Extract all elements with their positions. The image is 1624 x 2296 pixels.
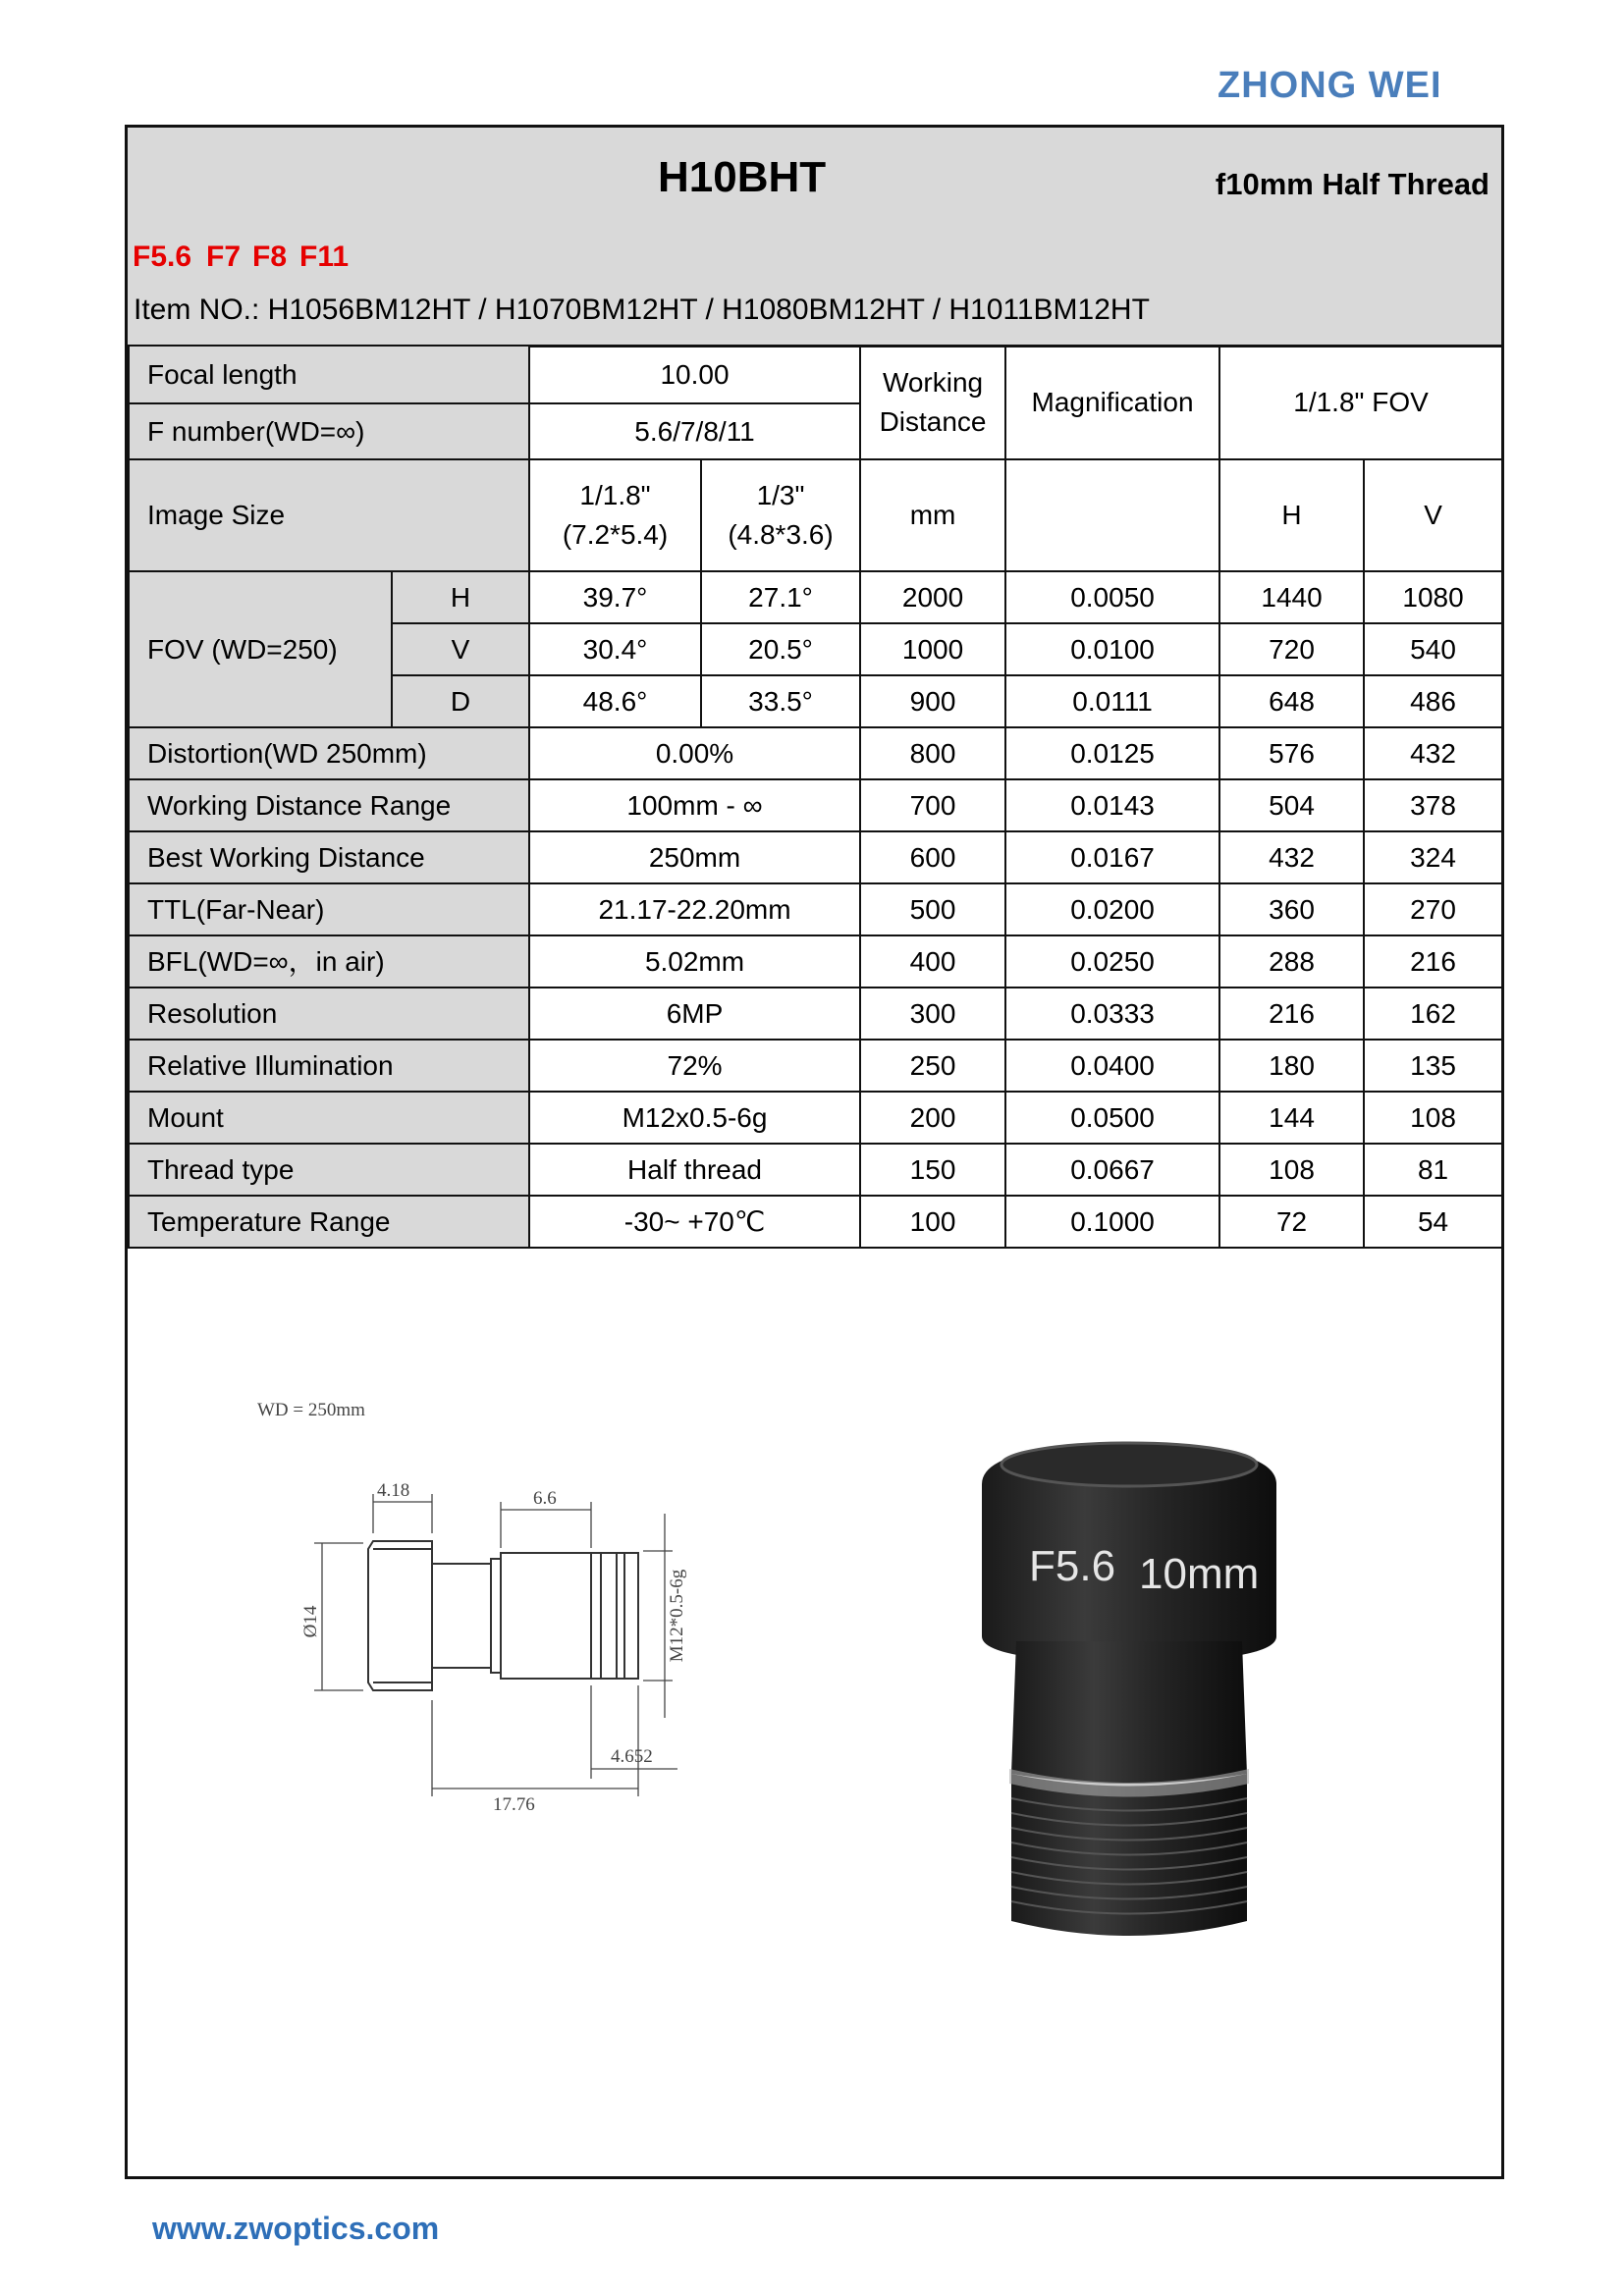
magnification-unit bbox=[1005, 459, 1219, 571]
fov-v-v2: 20.5° bbox=[701, 623, 860, 675]
mag-cell: 0.0500 bbox=[1005, 1092, 1219, 1144]
wd-cell: 200 bbox=[860, 1092, 1005, 1144]
mag-cell: 0.1000 bbox=[1005, 1196, 1219, 1248]
lens-dimension-drawing bbox=[226, 1386, 835, 1896]
mag-cell: 0.0333 bbox=[1005, 988, 1219, 1040]
fov-h-v2: 27.1° bbox=[701, 571, 860, 623]
fov-h-cell: 720 bbox=[1219, 623, 1364, 675]
spec-label: Distortion(WD 250mm) bbox=[129, 727, 529, 779]
wd-note: WD = 250mm bbox=[257, 1400, 365, 1420]
f-number-value: 5.6/7/8/11 bbox=[529, 403, 860, 459]
fov-h-cell: 360 bbox=[1219, 883, 1364, 935]
spec-value: 100mm - ∞ bbox=[529, 779, 860, 831]
fov-h-cell: 108 bbox=[1219, 1144, 1364, 1196]
fov-v-cell: 432 bbox=[1364, 727, 1502, 779]
f-number-1: F5.6 bbox=[133, 240, 192, 273]
dim-4-652: 4.652 bbox=[611, 1746, 653, 1767]
f-number-3: F8 bbox=[252, 240, 288, 273]
image-area bbox=[128, 1249, 1501, 2176]
wd-cell: 2000 bbox=[860, 571, 1005, 623]
model-subtitle: f10mm Half Thread bbox=[1215, 167, 1489, 201]
spec-value: 0.00% bbox=[529, 727, 860, 779]
brand-name: ZHONG WEI bbox=[1218, 65, 1442, 106]
fov-h-cell: 72 bbox=[1219, 1196, 1364, 1248]
magnification-header: Magnification bbox=[1005, 346, 1219, 459]
wd-cell: 150 bbox=[860, 1144, 1005, 1196]
fov-v-cell: 486 bbox=[1364, 675, 1502, 727]
spec-table bbox=[128, 345, 1503, 1249]
spec-label: Temperature Range bbox=[129, 1196, 529, 1248]
fov-v-cell: 54 bbox=[1364, 1196, 1502, 1248]
fov-h-cell: 180 bbox=[1219, 1040, 1364, 1092]
fov-v-cell: 1080 bbox=[1364, 571, 1502, 623]
model-title: H10BHT bbox=[658, 153, 827, 201]
mag-cell: 0.0143 bbox=[1005, 779, 1219, 831]
dim-6-6: 6.6 bbox=[533, 1488, 557, 1509]
mag-cell: 0.0400 bbox=[1005, 1040, 1219, 1092]
spec-value: 5.02mm bbox=[529, 935, 860, 988]
fov-v-cell: 108 bbox=[1364, 1092, 1502, 1144]
fov-v-cell: 378 bbox=[1364, 779, 1502, 831]
focal-length-label: Focal length bbox=[129, 346, 529, 403]
f-number-label: F number(WD=∞) bbox=[129, 403, 529, 459]
wd-cell: 900 bbox=[860, 675, 1005, 727]
dim-17-76: 17.76 bbox=[493, 1794, 535, 1815]
f-number-2: F7 bbox=[206, 240, 242, 273]
spec-label: Mount bbox=[129, 1092, 529, 1144]
lens-photo bbox=[952, 1406, 1306, 1955]
fov-v-cell: 162 bbox=[1364, 988, 1502, 1040]
wd-cell: 500 bbox=[860, 883, 1005, 935]
fov-h-cell: 1440 bbox=[1219, 571, 1364, 623]
fov-v-cell: 540 bbox=[1364, 623, 1502, 675]
fov-h-cell: 648 bbox=[1219, 675, 1364, 727]
spec-label: TTL(Far-Near) bbox=[129, 883, 529, 935]
spec-value: 21.17-22.20mm bbox=[529, 883, 860, 935]
focal-length-value: 10.00 bbox=[529, 346, 860, 403]
wd-cell: 800 bbox=[860, 727, 1005, 779]
fov-v-header: V bbox=[1364, 459, 1502, 571]
fov-v-cell: 135 bbox=[1364, 1040, 1502, 1092]
fov-axis-d: D bbox=[392, 675, 529, 727]
dim-thread: M12*0.5-6g bbox=[667, 1569, 687, 1663]
mag-cell: 0.0100 bbox=[1005, 623, 1219, 675]
mag-cell: 0.0667 bbox=[1005, 1144, 1219, 1196]
fov-label: FOV (WD=250) bbox=[129, 571, 392, 727]
wd-cell: 600 bbox=[860, 831, 1005, 883]
spec-value: -30~ +70℃ bbox=[529, 1196, 860, 1248]
wd-cell: 100 bbox=[860, 1196, 1005, 1248]
lens-engrave-f: F5.6 bbox=[1029, 1542, 1116, 1590]
mag-cell: 0.0125 bbox=[1005, 727, 1219, 779]
spec-label: Best Working Distance bbox=[129, 831, 529, 883]
wd-cell: 400 bbox=[860, 935, 1005, 988]
image-size-label: Image Size bbox=[129, 459, 529, 571]
spec-label: Working Distance Range bbox=[129, 779, 529, 831]
fov-v-cell: 81 bbox=[1364, 1144, 1502, 1196]
fov-h-cell: 144 bbox=[1219, 1092, 1364, 1144]
image-size-col1: 1/1.8" (7.2*5.4) bbox=[529, 459, 701, 571]
mag-cell: 0.0050 bbox=[1005, 571, 1219, 623]
fov-h-header: H bbox=[1219, 459, 1364, 571]
mag-cell: 0.0167 bbox=[1005, 831, 1219, 883]
dim-dia-14: Ø14 bbox=[300, 1605, 321, 1638]
spec-value: 72% bbox=[529, 1040, 860, 1092]
fov-h-v1: 39.7° bbox=[529, 571, 701, 623]
image-size-col2: 1/3" (4.8*3.6) bbox=[701, 459, 860, 571]
mag-cell: 0.0111 bbox=[1005, 675, 1219, 727]
wd-cell: 1000 bbox=[860, 623, 1005, 675]
item-number: Item NO.: H1056BM12HT / H1070BM12HT / H1080BM12HT / H1011BM12HT bbox=[134, 294, 1150, 326]
spec-label: Thread type bbox=[129, 1144, 529, 1196]
fov-v-cell: 270 bbox=[1364, 883, 1502, 935]
dim-4-18: 4.18 bbox=[377, 1480, 410, 1501]
item-number-line bbox=[128, 280, 1501, 347]
fov-axis-h: H bbox=[392, 571, 529, 623]
fov-h-cell: 504 bbox=[1219, 779, 1364, 831]
fov-header: 1/1.8" FOV bbox=[1219, 346, 1502, 459]
f-number-4: F11 bbox=[299, 240, 350, 273]
wd-cell: 700 bbox=[860, 779, 1005, 831]
spec-label: Relative Illumination bbox=[129, 1040, 529, 1092]
sheet-header bbox=[128, 128, 1501, 233]
fov-v-v1: 30.4° bbox=[529, 623, 701, 675]
footer-website[interactable]: www.zwoptics.com bbox=[152, 2211, 440, 2246]
fov-h-cell: 288 bbox=[1219, 935, 1364, 988]
fov-d-v2: 33.5° bbox=[701, 675, 860, 727]
fov-h-cell: 432 bbox=[1219, 831, 1364, 883]
mag-cell: 0.0200 bbox=[1005, 883, 1219, 935]
wd-cell: 300 bbox=[860, 988, 1005, 1040]
spec-label: Resolution bbox=[129, 988, 529, 1040]
spec-sheet-frame bbox=[125, 125, 1504, 2179]
fov-axis-v: V bbox=[392, 623, 529, 675]
spec-label: BFL(WD=∞，in air) bbox=[129, 935, 529, 988]
fov-h-cell: 576 bbox=[1219, 727, 1364, 779]
mag-cell: 0.0250 bbox=[1005, 935, 1219, 988]
spec-value: Half thread bbox=[529, 1144, 860, 1196]
fov-h-cell: 216 bbox=[1219, 988, 1364, 1040]
wd-cell: 250 bbox=[860, 1040, 1005, 1092]
fov-v-cell: 216 bbox=[1364, 935, 1502, 988]
fov-v-cell: 324 bbox=[1364, 831, 1502, 883]
f-number-line bbox=[128, 231, 1501, 280]
fov-d-v1: 48.6° bbox=[529, 675, 701, 727]
wd-unit: mm bbox=[860, 459, 1005, 571]
spec-value: M12x0.5-6g bbox=[529, 1092, 860, 1144]
wd-header: Working Distance bbox=[860, 346, 1005, 459]
spec-value: 250mm bbox=[529, 831, 860, 883]
spec-value: 6MP bbox=[529, 988, 860, 1040]
lens-engrave-mm: 10mm bbox=[1139, 1550, 1260, 1598]
